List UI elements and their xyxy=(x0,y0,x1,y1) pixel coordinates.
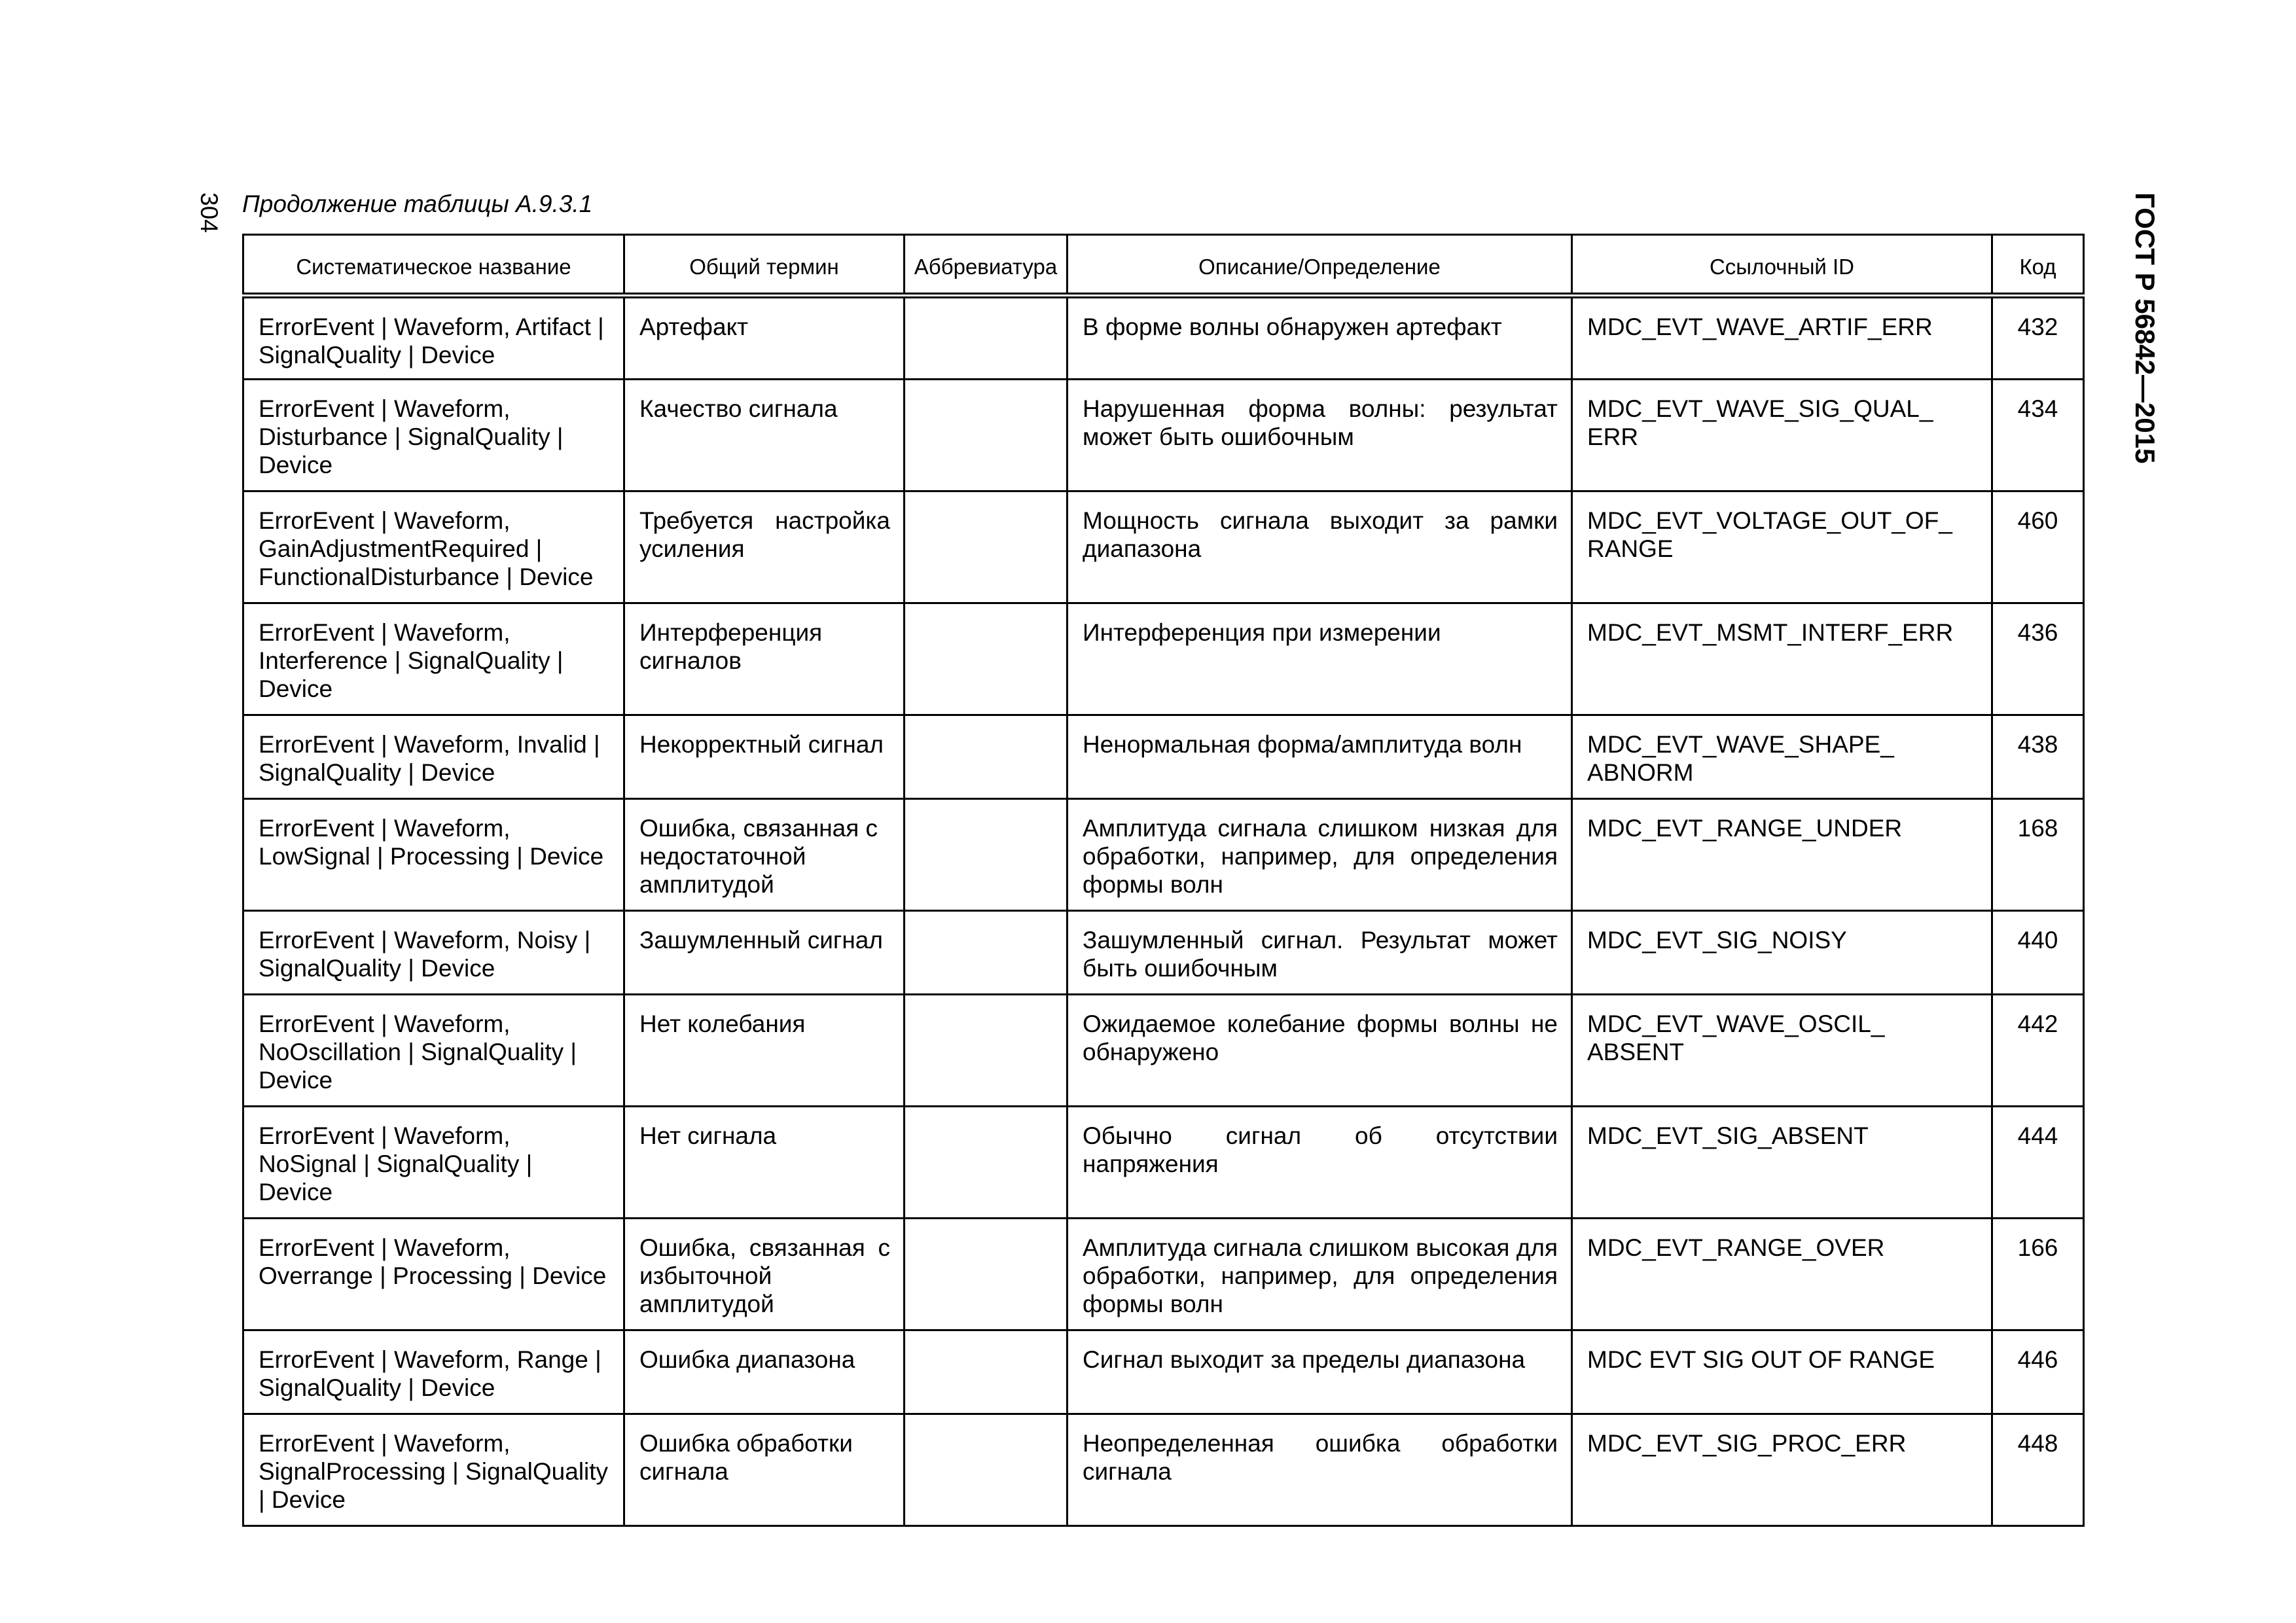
table-caption: Продолжение таблицы А.9.3.1 xyxy=(242,190,593,217)
cell-systematic-name: ErrorEvent | Waveform, NoOscillation | SignalQuality | Device xyxy=(243,995,624,1107)
cell-systematic-name: ErrorEvent | Waveform, Overrange | Processing | Device xyxy=(243,1219,624,1330)
cell-reference-id: MDC_EVT_WAVE_OSCIL_ ABSENT xyxy=(1572,995,1992,1107)
cell-description: Зашумленный сигнал. Результат может быть ошибочным xyxy=(1067,911,1572,995)
cell-description: Сигнал выходит за пределы диапазона xyxy=(1067,1330,1572,1414)
cell-reference-id: MDC_EVT_SIG_NOISY xyxy=(1572,911,1992,995)
cell-reference-id: MDC_EVT_SIG_ABSENT xyxy=(1572,1107,1992,1219)
cell-abbreviation xyxy=(905,715,1067,799)
header-common-term: Общий термин xyxy=(624,235,905,296)
cell-description: Неопределенная ошибка обработки сигнала xyxy=(1067,1414,1572,1526)
cell-common-term: Ошибка, связанная с недостаточной амплитудой xyxy=(624,799,905,911)
table-header-row xyxy=(243,235,2084,296)
cell-abbreviation xyxy=(905,1330,1067,1414)
table-row xyxy=(243,1330,2084,1414)
table-row xyxy=(243,911,2084,995)
cell-common-term: Некорректный сигнал xyxy=(624,715,905,799)
table-row xyxy=(243,1219,2084,1330)
cell-systematic-name: ErrorEvent | Waveform, Disturbance | SignalQuality | Device xyxy=(243,380,624,491)
cell-abbreviation xyxy=(905,995,1067,1107)
cell-systematic-name: ErrorEvent | Waveform, GainAdjustmentRequired | FunctionalDisturbance | Device xyxy=(243,491,624,603)
cell-reference-id: MDC_EVT_MSMT_INTERF_ERR xyxy=(1572,603,1992,715)
cell-code: 166 xyxy=(1992,1219,2084,1330)
document-code: ГОСТ Р 56842—2015 xyxy=(2130,192,2161,464)
cell-common-term: Ошибка, связанная с избыточной амплитудой xyxy=(624,1219,905,1330)
header-systematic-name: Систематическое название xyxy=(243,235,624,296)
cell-code: 434 xyxy=(1992,380,2084,491)
cell-systematic-name: ErrorEvent | Waveform, LowSignal | Processing | Device xyxy=(243,799,624,911)
header-description: Описание/Определение xyxy=(1067,235,1572,296)
cell-common-term: Требуется настройка усиления xyxy=(624,491,905,603)
cell-reference-id: MDC EVT SIG OUT OF RANGE xyxy=(1572,1330,1992,1414)
table-row xyxy=(243,1107,2084,1219)
header-code: Код xyxy=(1992,235,2084,296)
cell-description: Амплитуда сигнала слишком высокая для обработки, например, для определения формы волн xyxy=(1067,1219,1572,1330)
cell-description: Обычно сигнал об отсутствии напряжения xyxy=(1067,1107,1572,1219)
cell-common-term: Зашумленный сигнал xyxy=(624,911,905,995)
cell-code: 448 xyxy=(1992,1414,2084,1526)
cell-description: Мощность сигнала выходит за рамки диапазона xyxy=(1067,491,1572,603)
table-row xyxy=(243,491,2084,603)
cell-common-term: Ошибка диапазона xyxy=(624,1330,905,1414)
cell-systematic-name: ErrorEvent | Waveform, SignalProcessing | SignalQuality | Device xyxy=(243,1414,624,1526)
cell-reference-id: MDC_EVT_VOLTAGE_OUT_OF_ RANGE xyxy=(1572,491,1992,603)
cell-code: 446 xyxy=(1992,1330,2084,1414)
cell-code: 168 xyxy=(1992,799,2084,911)
cell-description: Ненормальная форма/амплитуда волн xyxy=(1067,715,1572,799)
cell-common-term: Нет колебания xyxy=(624,995,905,1107)
table-row xyxy=(243,296,2084,380)
cell-systematic-name: ErrorEvent | Waveform, Artifact | SignalQuality | Device xyxy=(243,296,624,380)
header-reference-id: Ссылочный ID xyxy=(1572,235,1992,296)
cell-reference-id: MDC_EVT_WAVE_SIG_QUAL_ ERR xyxy=(1572,380,1992,491)
table-row xyxy=(243,380,2084,491)
cell-reference-id: MDC_EVT_WAVE_SHAPE_ ABNORM xyxy=(1572,715,1992,799)
cell-code: 438 xyxy=(1992,715,2084,799)
table-row xyxy=(243,1414,2084,1526)
cell-code: 436 xyxy=(1992,603,2084,715)
cell-description: В форме волны обнаружен артефакт xyxy=(1067,296,1572,380)
cell-description: Ожидаемое колебание формы волны не обнаружено xyxy=(1067,995,1572,1107)
cell-common-term: Качество сигнала xyxy=(624,380,905,491)
cell-abbreviation xyxy=(905,491,1067,603)
cell-abbreviation xyxy=(905,1219,1067,1330)
table-row xyxy=(243,799,2084,911)
cell-systematic-name: ErrorEvent | Waveform, Noisy | SignalQuality | Device xyxy=(243,911,624,995)
cell-abbreviation xyxy=(905,1107,1067,1219)
table-row xyxy=(243,715,2084,799)
cell-reference-id: MDC_EVT_RANGE_UNDER xyxy=(1572,799,1992,911)
cell-systematic-name: ErrorEvent | Waveform, Interference | SignalQuality | Device xyxy=(243,603,624,715)
cell-code: 444 xyxy=(1992,1107,2084,1219)
cell-code: 432 xyxy=(1992,296,2084,380)
cell-systematic-name: ErrorEvent | Waveform, Invalid | SignalQuality | Device xyxy=(243,715,624,799)
terms-table xyxy=(242,234,2085,1527)
cell-code: 460 xyxy=(1992,491,2084,603)
cell-reference-id: MDC_EVT_SIG_PROC_ERR xyxy=(1572,1414,1992,1526)
cell-abbreviation xyxy=(905,911,1067,995)
header-abbreviation: Аббревиатура xyxy=(905,235,1067,296)
cell-description: Интерференция при измерении xyxy=(1067,603,1572,715)
cell-common-term: Ошибка обработки сигнала xyxy=(624,1414,905,1526)
cell-code: 440 xyxy=(1992,911,2084,995)
cell-common-term: Артефакт xyxy=(624,296,905,380)
table-row xyxy=(243,995,2084,1107)
cell-abbreviation xyxy=(905,296,1067,380)
cell-abbreviation xyxy=(905,603,1067,715)
cell-reference-id: MDC_EVT_WAVE_ARTIF_ERR xyxy=(1572,296,1992,380)
cell-reference-id: MDC_EVT_RANGE_OVER xyxy=(1572,1219,1992,1330)
cell-systematic-name: ErrorEvent | Waveform, NoSignal | SignalQuality | Device xyxy=(243,1107,624,1219)
cell-code: 442 xyxy=(1992,995,2084,1107)
page-number: 304 xyxy=(196,192,223,233)
cell-common-term: Нет сигнала xyxy=(624,1107,905,1219)
cell-description: Амплитуда сигнала слишком низкая для обработки, например, для определения формы волн xyxy=(1067,799,1572,911)
cell-abbreviation xyxy=(905,1414,1067,1526)
cell-common-term: Интерференция сигналов xyxy=(624,603,905,715)
cell-abbreviation xyxy=(905,380,1067,491)
cell-description: Нарушенная форма волны: результат может быть ошибочным xyxy=(1067,380,1572,491)
cell-systematic-name: ErrorEvent | Waveform, Range | SignalQuality | Device xyxy=(243,1330,624,1414)
cell-abbreviation xyxy=(905,799,1067,911)
table-row xyxy=(243,603,2084,715)
